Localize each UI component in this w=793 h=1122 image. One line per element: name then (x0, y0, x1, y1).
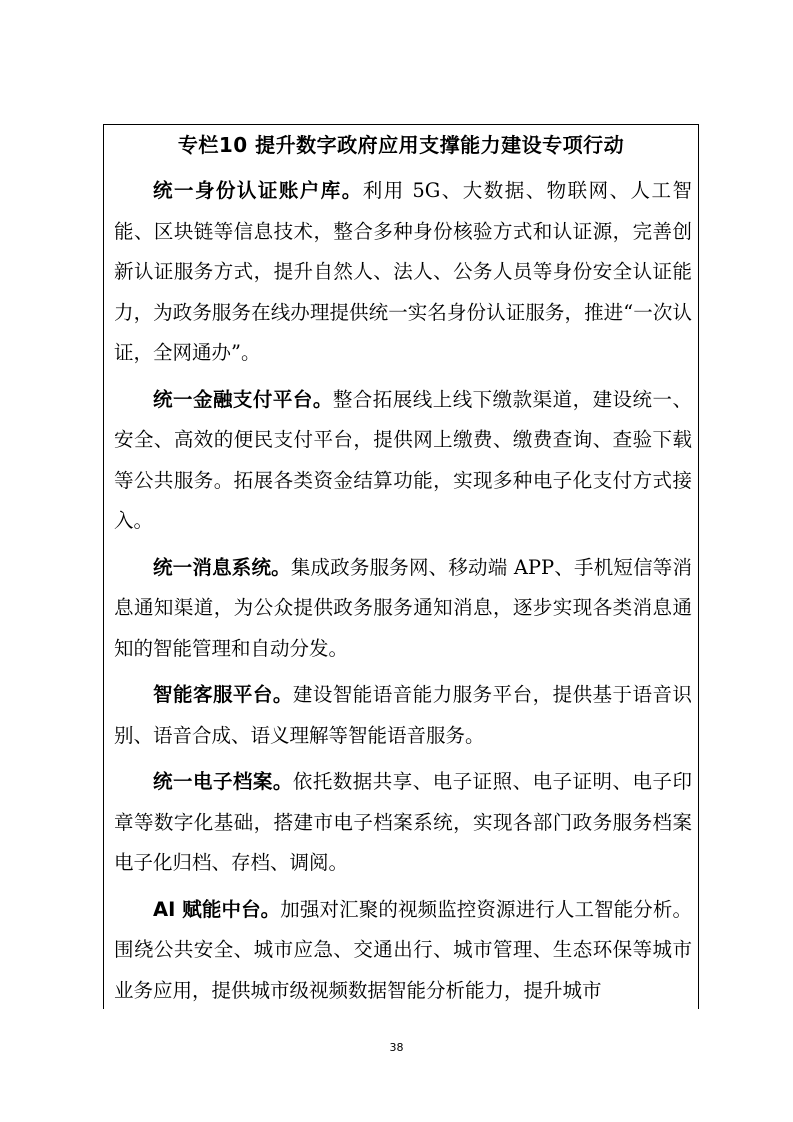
paragraph-body: 加强对汇聚的视频监控资源进行人工智能分析。围绕公共安全、城市应急、交通出行、城市管理、生态环保等城市业务应用，提供城市级视频数据智能分析能力，提升城市 (114, 897, 692, 1002)
special-column-box (103, 124, 699, 1009)
paragraph-message-system (114, 548, 692, 670)
paragraph-electronic-archive (114, 762, 692, 884)
paragraph-heading: 智能客服平台。 (153, 683, 293, 706)
box-content (114, 171, 692, 1011)
page-number: 38 (389, 1041, 404, 1054)
paragraph-identity-auth (114, 171, 692, 374)
box-title: 专栏10 提升数字政府应用支撑能力建设专项行动 (177, 133, 625, 157)
paragraph-body: 利用 5G、大数据、物联网、人工智能、区块链等信息技术，整合多种身份核验方式和认证源，完善创新认证服务方式，提升自然人、法人、公务人员等身份安全认证能力，为政务服务在线办理提供统一实名身份认证服务，推进“一次认证，全网通办”。 (114, 179, 692, 364)
paragraph-heading: 统一电子档案。 (153, 770, 293, 793)
paragraph-body: 整合拓展线上线下缴款渠道，建设统一、安全、高效的便民支付平台，提供网上缴费、缴费查询、查验下载等公共服务。拓展各类资金结算功能，实现多种电子化支付方式接入。 (114, 387, 692, 532)
paragraph-body: 建设智能语音能力服务平台，提供基于语音识别、语音合成、语义理解等智能语音服务。 (114, 683, 692, 747)
paragraph-customer-service (114, 675, 692, 756)
paragraph-heading: AI 赋能中台。 (153, 897, 281, 921)
paragraph-body: 依托数据共享、电子证照、电子证明、电子印章等数字化基础，搭建市电子档案系统，实现各部门政务服务档案电子化归档、存档、调阅。 (114, 770, 692, 874)
paragraph-heading: 统一消息系统。 (153, 555, 291, 579)
paragraph-body: 集成政务服务网、移动端 APP、手机短信等消息通知渠道，为公众提供政务服务通知消息，逐步实现各类消息通知的智能管理和自动分发。 (114, 555, 692, 660)
paragraph-ai-platform (114, 890, 692, 1012)
paragraph-heading: 统一身份认证账户库。 (153, 179, 363, 202)
paragraph-payment-platform (114, 380, 692, 542)
paragraph-heading: 统一金融支付平台。 (153, 387, 333, 411)
